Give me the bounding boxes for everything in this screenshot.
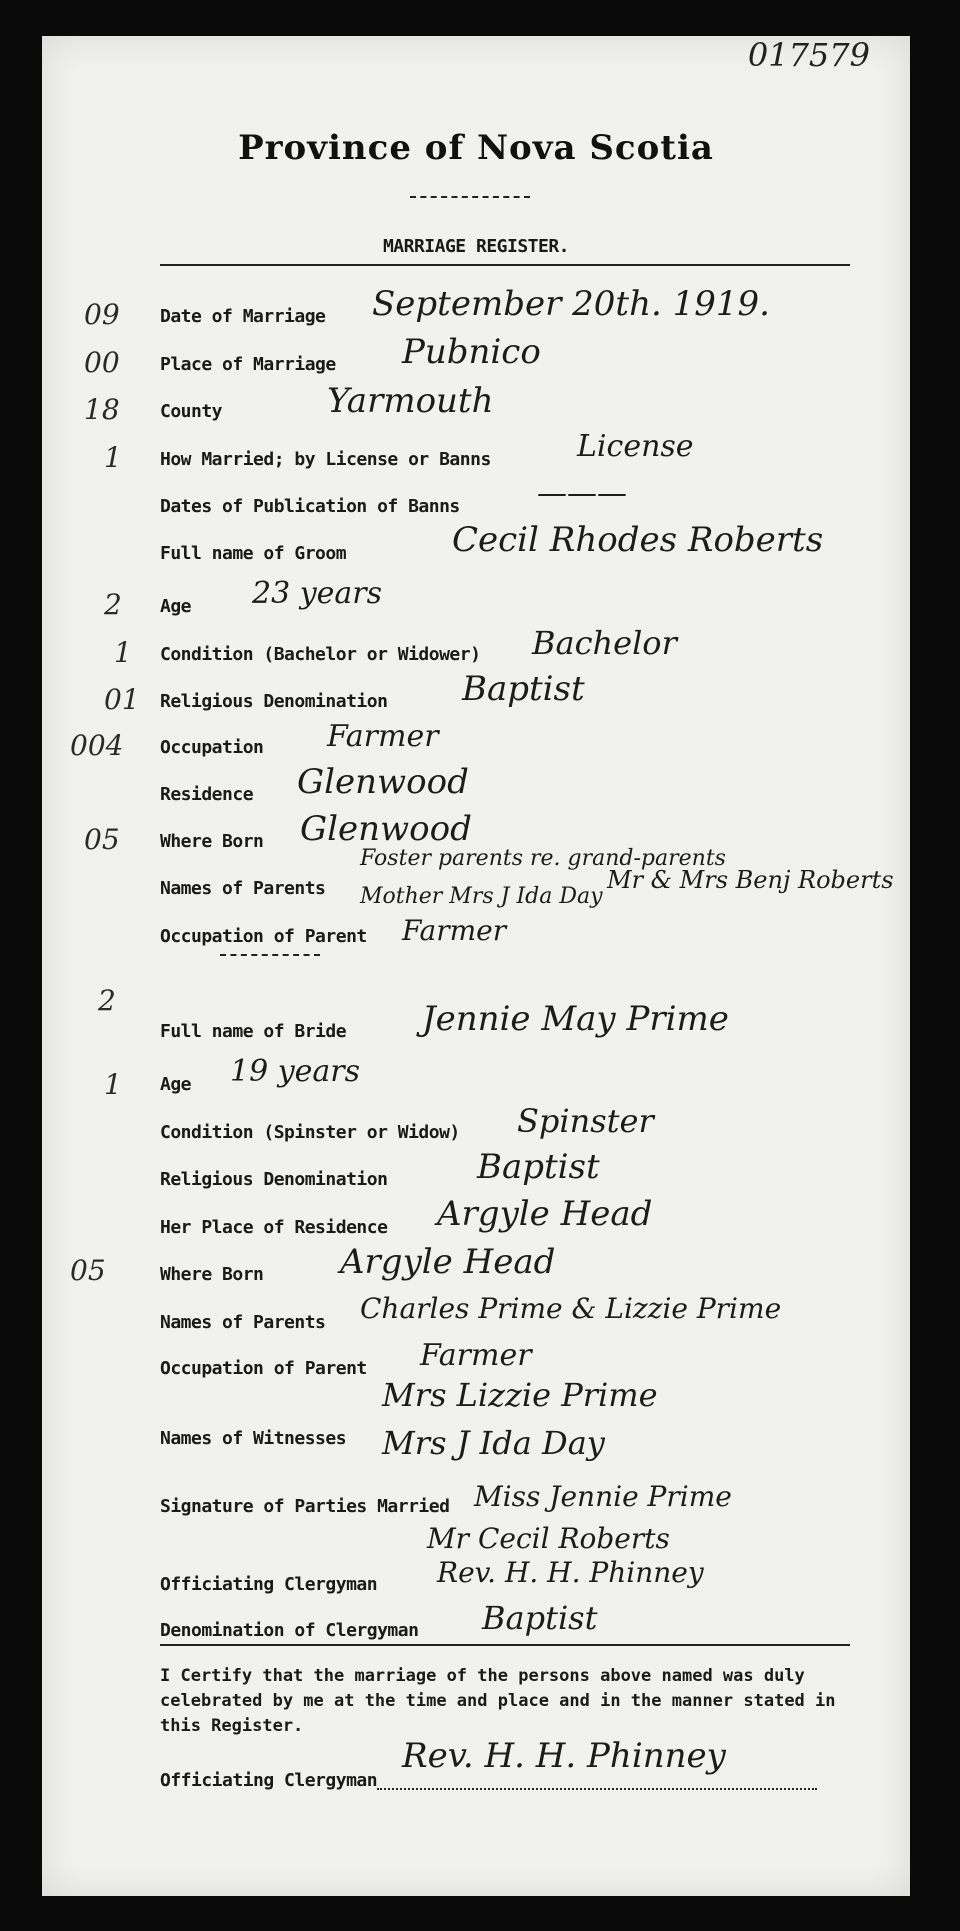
field-value: Mr Cecil Roberts bbox=[427, 1522, 670, 1555]
field-code: 00 bbox=[84, 346, 120, 379]
field-value: Baptist bbox=[482, 1599, 598, 1637]
field-label: Full name of Bride bbox=[160, 1021, 347, 1042]
header-rule bbox=[160, 264, 850, 266]
field-code: 18 bbox=[84, 393, 120, 426]
field-value: Miss Jennie Prime bbox=[474, 1480, 732, 1513]
field-label: Names of Parents bbox=[160, 1312, 326, 1333]
field-label: Condition (Bachelor or Widower) bbox=[160, 644, 481, 665]
field-label: Age bbox=[160, 596, 192, 617]
field-value: ——— bbox=[537, 476, 627, 511]
field-value: Spinster bbox=[517, 1102, 654, 1140]
field-label: Occupation of Parent bbox=[160, 1358, 367, 1379]
field-label: Residence bbox=[160, 784, 254, 805]
field-code: 01 bbox=[104, 683, 140, 716]
field-label: Religious Denomination bbox=[160, 1169, 388, 1190]
register-subtitle: MARRIAGE REGISTER. bbox=[382, 236, 570, 257]
field-value: Mr & Mrs Benj Roberts bbox=[607, 866, 894, 894]
field-value: Cecil Rhodes Roberts bbox=[452, 520, 824, 560]
field-value: Argyle Head bbox=[437, 1194, 653, 1234]
clergyman-signature: Rev. H. H. Phinney bbox=[402, 1736, 726, 1776]
field-label: Age bbox=[160, 1074, 192, 1095]
field-value: Farmer bbox=[327, 719, 439, 754]
field-label: Full name of Groom bbox=[160, 543, 347, 564]
field-value: Yarmouth bbox=[327, 381, 494, 421]
field-value: Baptist bbox=[462, 669, 585, 709]
field-code: 1 bbox=[104, 1068, 122, 1101]
field-label: Date of Marriage bbox=[160, 306, 326, 327]
field-label: Names of Witnesses bbox=[160, 1428, 347, 1449]
field-value: 23 years bbox=[252, 576, 383, 611]
field-value: Baptist bbox=[477, 1147, 600, 1187]
field-label: Condition (Spinster or Widow) bbox=[160, 1122, 460, 1143]
register-page bbox=[42, 36, 910, 1896]
field-label: Occupation of Parent bbox=[160, 926, 367, 947]
field-value: September 20th. 1919. bbox=[372, 284, 770, 324]
signature-line bbox=[377, 1788, 817, 1790]
field-code: 2 bbox=[104, 588, 122, 621]
field-label: Where Born bbox=[160, 1264, 264, 1285]
field-label: Dates of Publication of Banns bbox=[160, 496, 460, 517]
field-value: Jennie May Prime bbox=[422, 999, 729, 1039]
document-number: 017579 bbox=[747, 36, 870, 74]
field-code: 05 bbox=[84, 823, 120, 856]
field-value: Argyle Head bbox=[340, 1242, 556, 1282]
field-value: Glenwood bbox=[300, 809, 472, 849]
field-code: 09 bbox=[84, 298, 120, 331]
field-code: 2 bbox=[98, 984, 116, 1017]
field-value: Charles Prime & Lizzie Prime bbox=[360, 1292, 782, 1325]
field-code: 05 bbox=[70, 1254, 106, 1287]
field-value: Mrs Lizzie Prime bbox=[382, 1376, 658, 1414]
field-value: Bachelor bbox=[532, 624, 677, 662]
field-code: 004 bbox=[70, 729, 124, 762]
province-title: Province of Nova Scotia bbox=[238, 128, 714, 168]
field-label: Denomination of Clergyman bbox=[160, 1620, 419, 1641]
field-code: 1 bbox=[114, 636, 132, 669]
section-divider bbox=[220, 954, 320, 956]
certification-label: Officiating Clergyman bbox=[160, 1770, 378, 1791]
field-value: Foster parents re. grand-parents bbox=[360, 846, 726, 871]
field-label: Her Place of Residence bbox=[160, 1217, 388, 1238]
field-code: 1 bbox=[104, 441, 122, 474]
field-value: Rev. H. H. Phinney bbox=[437, 1556, 704, 1589]
field-value: Farmer bbox=[402, 914, 507, 947]
field-label: County bbox=[160, 401, 223, 422]
field-label: How Married; by License or Banns bbox=[160, 449, 491, 470]
field-label: Place of Marriage bbox=[160, 354, 336, 375]
field-label: Occupation bbox=[160, 737, 264, 758]
field-label: Names of Parents bbox=[160, 878, 326, 899]
certification-text: I Certify that the marriage of the persons above named was duly celebrated by me at the time and place and in the manner stated in this Register. bbox=[160, 1666, 836, 1736]
field-value: License bbox=[577, 429, 694, 464]
field-value: Glenwood bbox=[297, 762, 469, 802]
field-label: Religious Denomination bbox=[160, 691, 388, 712]
field-value: Mrs J Ida Day bbox=[382, 1424, 605, 1462]
title-divider bbox=[410, 196, 530, 198]
field-value: Farmer bbox=[420, 1338, 532, 1373]
field-label: Where Born bbox=[160, 831, 264, 852]
field-value: Pubnico bbox=[402, 332, 541, 372]
field-value: 19 years bbox=[230, 1054, 361, 1089]
certification-rule bbox=[160, 1644, 850, 1646]
field-label: Signature of Parties Married bbox=[160, 1496, 450, 1517]
field-label: Officiating Clergyman bbox=[160, 1574, 378, 1595]
field-value: Mother Mrs J Ida Day bbox=[360, 884, 603, 909]
